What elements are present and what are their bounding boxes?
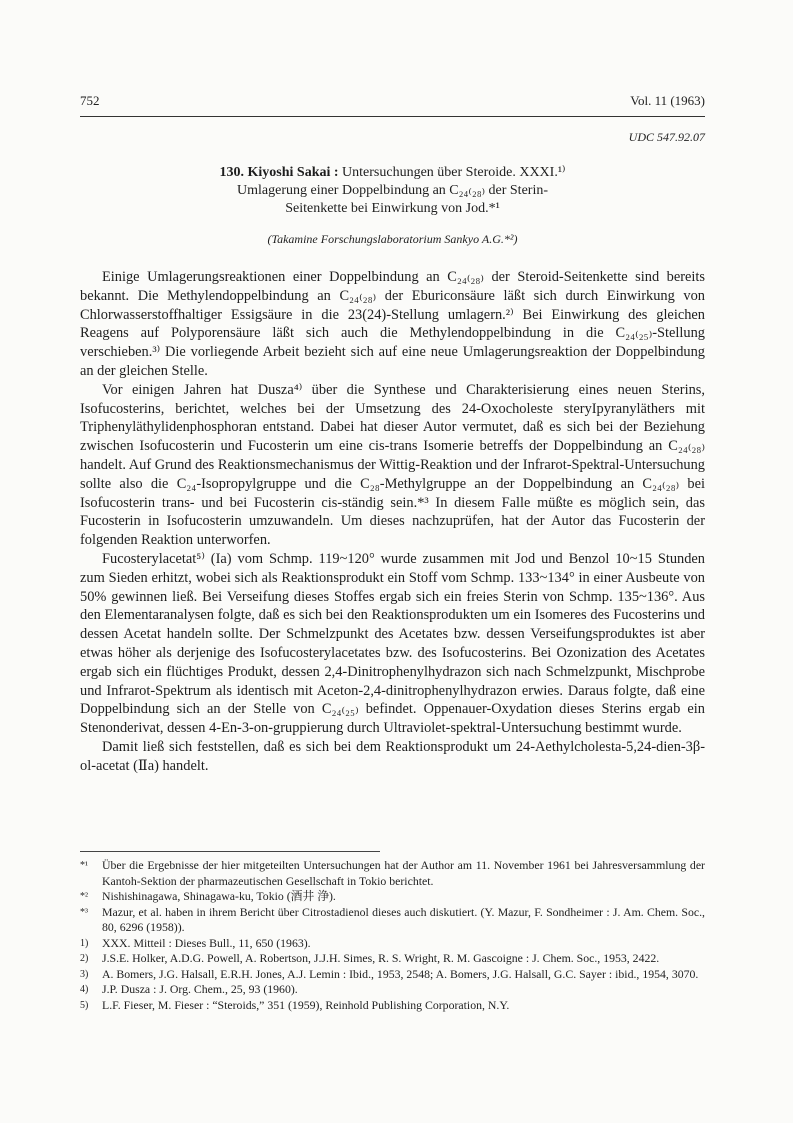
footnote-text: Mazur, et al. haben in ihrem Bericht über Citrostadienol dieses auch diskutiert. (Y. Mazur, F. Sondheimer : J. Am. Chem. Soc., 80, 6296 (1958)). bbox=[102, 904, 705, 934]
reference-text: A. Bomers, J.G. Halsall, E.R.H. Jones, A.J. Lemin : Ibid., 1953, 2548; A. Bomers, J.G. Halsall, G.C. Sayer : ibid., 1954, 3070. bbox=[102, 966, 699, 981]
reference-mark: 2) bbox=[80, 953, 89, 964]
title-line-3: Seitenkette bei Einwirkung von Jod.*¹ bbox=[285, 201, 500, 216]
reference bbox=[80, 998, 705, 1014]
footnote-mark: *³ bbox=[80, 906, 88, 918]
reference-mark: 3) bbox=[80, 968, 89, 980]
paragraph-1: Einige Umlagerungsreaktionen einer Doppelbindung an C₂₄₍₂₈₎ der Steroid-Seitenkette sind bereits bekannt. Die Methylendoppelbindung an C₂₄₍₂₈₎ der Eburiconsäure läßt sich durch Einwirkung von Chlorwasserstoffhaltiger Essigsäure in die 23(24)-Stellung umlagern.²⁾ Bei Einwirkung des gleichen Reagens auf Polyporensäure läßt sich auch die Methylendoppelbindung in die C₂₄₍₂₅₎-Stellung verschieben.³⁾ Die vorliegende Arbeit bezieht sich auf eine neue Umlagerungsreaktion der Doppelbindung an der gleichen Stelle. bbox=[80, 269, 705, 379]
reference-text: XXX. Mitteil : Dieses Bull., 11, 650 (1963). bbox=[102, 935, 311, 950]
title-number-author: 130. Kiyoshi Sakai : bbox=[219, 165, 339, 180]
paragraph-3: Fucosterylacetat⁵⁾ (Ia) vom Schmp. 119~120° wurde zusammen mit Jod und Benzol 10~15 Stunden zum Sieden erhitzt, wobei sich als Reaktionsprodukt ein Stoff vom Schmp. 133~134° in einer Ausbeute von 50% gewinnen ließ. Bei Verseifung dieses Stoffes ergab sich ein freies Sterin von Schmp. 135~136°. Aus den Elementaranalysen folgte, daß es sich bei den Reaktionsprodukten um ein Isomeres des Fucosterins und dessen Acetat handeln sollte. Der Schmelzpunkt des Acetates bzw. dessen Verseifungsproduktes ist aber etwas höher als derjenige des Isofucosterylacetates bzw. des Isofucosterins. Bei Ozonization des Acetates ergab sich ein flüchtiges Produkt, dessen 2,4-Dinitrophenylhydrazon sich nach Schmelzpunkt, Mischprobe und Infrarot-Spektrum als identisch mit Aceton-2,4-dinitrophenylhydrazon erwies. Daraus folgte, daß eine Doppelbindung sich an der Stelle von C₂₄₍₂₅₎ befindet. Oppenauer-Oxydation dieses Sterins ergab ein Stenonderivat, dessen 4-En-3-on-gruppierung durch Ultraviolet-spektral-Untersuchung bestimmt wurde. bbox=[80, 550, 705, 737]
reference-mark: 1) bbox=[80, 937, 89, 949]
paragraph-4: Damit ließ sich feststellen, daß es sich bei dem Reaktionsprodukt um 24-Aethylcholesta-5,24-dien-3β-ol-acetat (Ⅱa) handelt. bbox=[80, 738, 705, 774]
footnote-rule bbox=[80, 851, 380, 852]
footnote-mark: *¹ bbox=[80, 860, 88, 871]
footnote bbox=[80, 858, 705, 889]
footnote-text: Über die Ergebnisse der hier mitgeteilten Untersuchungen hat der Author am 11. November 1961 bei Jahresversammlung der Kantoh-Sektion der pharmazeutischen Gesellschaft in Tokio berichtet. bbox=[102, 858, 705, 888]
reference-text: J.S.E. Holker, A.D.G. Powell, A. Robertson, J.J.H. Simes, R. S. Wright, R. M. Gascoigne : J. Chem. Soc., 1953, 2422. bbox=[102, 951, 660, 965]
reference bbox=[80, 951, 705, 967]
reference bbox=[80, 982, 705, 998]
title-line-1-rest: Untersuchungen über Steroide. XXXI.¹⁾ bbox=[342, 165, 566, 180]
reference bbox=[80, 936, 705, 952]
reference-text: J.P. Dusza : J. Org. Chem., 25, 93 (1960). bbox=[102, 982, 298, 996]
paragraph-2: Vor einigen Jahren hat Dusza⁴⁾ über die Synthese und Charakterisierung eines neuen Sterins, Isofucosterins, berichtet, welches bei der Umsetzung des 24-Oxocholeste steryIpyranyläthers mit Triphenyläthylidenphosphoran entstand. Dabei hat dieser Autor vermutet, daß es sich bei der Beziehung zwischen Isofucosterin und Fucosterin um eine cis-trans Isomerie betreffs der Doppelbindung an C₂₄₍₂₈₎ handelt. Auf Grund des Reaktionsmechanismus der Wittig-Reaktion und der Infrarot-Spektral-Untersuchung sollte also die C₂₄-Isopropylgruppe und die C₂₈-Methylgruppe an der Doppelbindung an C₂₄₍₂₈₎ bei Isofucosterin trans- und bei Fucosterin cis-ständig sein.*³ In diesem Falle müßte es möglich sein, das Fucosterin in Isofucosterin umzuwandeln. Um dieses nachzuprüfen, hat der Autor das Fucosterin der folgenden Reaktion unterworfen. bbox=[80, 381, 705, 549]
header-rule bbox=[80, 116, 705, 117]
reference-mark: 4) bbox=[80, 984, 89, 995]
footnote bbox=[80, 889, 705, 905]
body-text bbox=[80, 268, 705, 776]
footnotes bbox=[80, 858, 705, 1013]
footnote-mark: *² bbox=[80, 891, 88, 902]
footnote bbox=[80, 905, 705, 936]
article-title bbox=[80, 164, 705, 218]
affiliation: (Takamine Forschungslaboratorium Sankyo A.G.*²) bbox=[267, 232, 518, 246]
page-header bbox=[80, 93, 705, 109]
journal-volume: Vol. 11 (1963) bbox=[630, 93, 705, 108]
reference-text: L.F. Fieser, M. Fieser : “Steroids,” 351 (1959), Reinhold Publishing Corporation, N.Y. bbox=[102, 997, 510, 1012]
udc-code: UDC 547.92.07 bbox=[628, 130, 705, 144]
title-line-2: Umlagerung einer Doppelbindung an C₂₄₍₂₈₎ der Sterin- bbox=[237, 183, 548, 198]
reference bbox=[80, 967, 705, 983]
title-line-1 bbox=[80, 164, 705, 182]
page-number: 752 bbox=[80, 93, 100, 108]
footnote-text: Nishishinagawa, Shinagawa-ku, Tokio (酒井 浄). bbox=[102, 889, 336, 903]
reference-mark: 5) bbox=[80, 999, 89, 1011]
